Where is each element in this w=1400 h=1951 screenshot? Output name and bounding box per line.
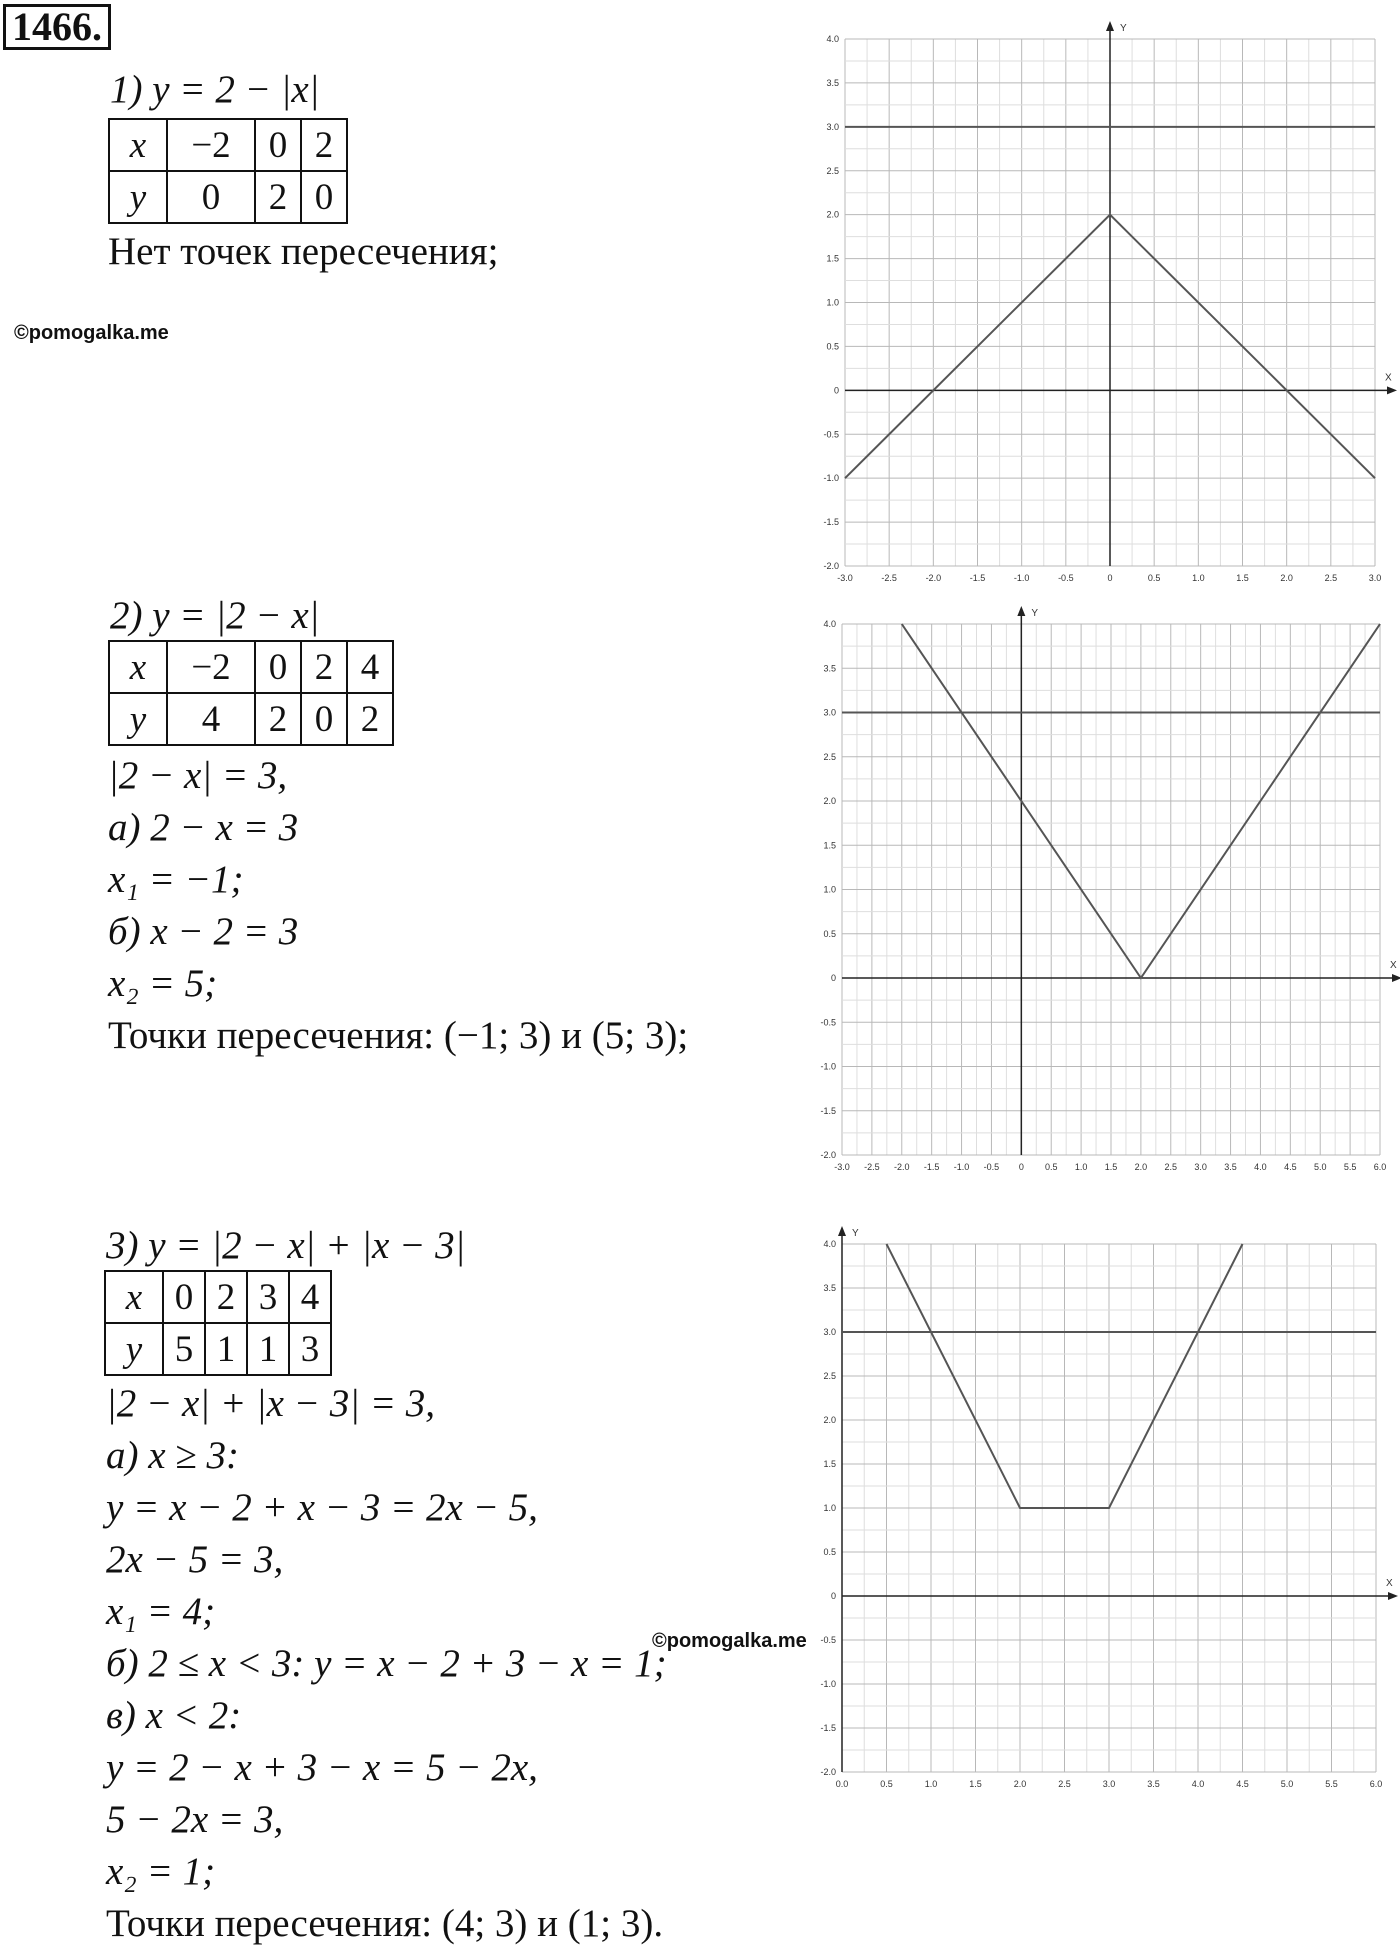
part3-line: б) 2 ≤ x < 3: y = x − 2 + 3 − x = 1; [106,1642,667,1685]
table-cell: 2 [205,1271,247,1323]
x-tick-label: 3.0 [1368,573,1382,583]
y-tick-label: 0 [830,1591,836,1601]
x-tick-label: 2.5 [1324,573,1338,583]
y-tick-label: 0 [833,385,839,396]
x-tick-label: 0 [1018,1162,1024,1172]
y-tick-label: 0.5 [823,928,836,939]
table-cell: 0 [255,119,301,171]
problem-number: 1466. [3,4,111,50]
y-tick-label: 1.5 [826,253,839,264]
y-axis-label: Y [852,1228,859,1239]
table-cell: 0 [167,171,255,223]
part2-value-table [108,640,394,746]
part1-heading: 1) y = 2 − |x| [110,68,320,111]
x-axis-label: X [1385,372,1392,384]
x-tick-label: 1.5 [969,1779,982,1789]
y-tick-label: 1.5 [823,840,836,851]
part3-line: |2 − x| + |x − 3| = 3, [106,1382,436,1425]
x-tick-label: 6.0 [1369,1779,1383,1789]
y-axis-arrow [1017,606,1025,616]
y-tick-label: 2.0 [823,796,836,806]
x-tick-label: -0.5 [983,1162,1000,1172]
x-tick-label: 1.5 [1104,1162,1118,1172]
table-cell: 5 [163,1323,205,1375]
part2-line: x₂ = 5; [108,962,218,1005]
part3-line: y = x − 2 + x − 3 = 2x − 5, [106,1486,538,1529]
x-tick-label: 1.0 [1192,573,1205,583]
graph-3 [800,1215,1400,1795]
table-cell: 1 [205,1323,247,1375]
graph-1 [800,10,1400,585]
table-cell: −2 [167,641,255,693]
watermark: ©pomogalka.me [652,1630,807,1652]
part2-line: б) x − 2 = 3 [108,910,299,953]
y-tick-label: 3.5 [826,77,839,88]
part3-line: y = 2 − x + 3 − x = 5 − 2x, [106,1746,538,1789]
part3-line: Точки пересечения: (4; 3) и (1; 3). [106,1902,664,1945]
y-tick-label: 2.5 [826,165,839,176]
y-tick-label: 1.0 [823,884,836,895]
table-cell: 0 [301,693,347,745]
y-tick-label: 2.5 [823,1371,836,1381]
part3-line: 2x − 5 = 3, [106,1538,284,1581]
y-tick-label: -1.0 [823,473,839,484]
y-tick-label: 0.5 [826,341,839,352]
table-cell: 2 [301,641,347,693]
y-tick-label: -1.0 [820,1061,836,1072]
table-header-x: x [105,1271,163,1323]
y-tick-label: 1.5 [823,1459,836,1469]
x-tick-label: 0.5 [880,1779,893,1789]
x-tick-label: 6.0 [1373,1162,1387,1172]
table-cell: 2 [255,171,301,223]
y-tick-label: -1.5 [820,1105,836,1116]
y-axis-arrow [1106,21,1114,31]
y-tick-label: 3.0 [823,707,836,718]
table-cell: 3 [247,1271,289,1323]
part3-line: x₂ = 1; [106,1850,216,1893]
x-tick-label: 1.0 [924,1779,938,1789]
table-header-x: x [109,119,167,171]
x-tick-label: 5.5 [1343,1162,1357,1172]
table-cell: 2 [347,693,393,745]
table-header-y: y [109,693,167,745]
y-tick-label: -1.5 [820,1723,836,1733]
y-tick-label: -0.5 [820,1635,836,1645]
x-axis-arrow [1392,974,1400,982]
x-tick-label: 5.0 [1313,1162,1327,1172]
table-cell: 4 [167,693,255,745]
x-tick-label: 1.0 [1074,1162,1088,1172]
x-tick-label: 3.0 [1194,1162,1207,1172]
x-tick-label: -2.5 [881,573,897,583]
part3-line: 5 − 2x = 3, [106,1798,284,1841]
x-tick-label: -0.5 [1058,573,1074,583]
x-tick-label: -1.0 [953,1162,970,1172]
x-tick-label: -1.5 [923,1162,940,1172]
table-cell: 0 [163,1271,205,1323]
watermark: ©pomogalka.me [14,322,169,344]
graph-2 [800,595,1400,1175]
y-tick-label: 4.0 [823,619,836,629]
x-tick-label: 2.0 [1013,1779,1027,1789]
x-tick-label: 3.5 [1224,1162,1237,1172]
part1-line: Нет точек пересечения; [108,230,499,273]
x-tick-label: 0.5 [1044,1162,1058,1172]
x-tick-label: 1.5 [1236,573,1249,583]
y-tick-label: 2.5 [823,751,836,762]
x-tick-label: -2.0 [925,573,942,583]
x-tick-label: -3.0 [837,573,853,583]
x-tick-label: 4.5 [1284,1162,1297,1172]
table-cell: 2 [255,693,301,745]
y-tick-label: -1.0 [820,1679,836,1689]
table-cell: 2 [301,119,347,171]
y-tick-label: 0 [830,973,836,983]
x-tick-label: 0 [1107,573,1113,583]
part3-line: в) x < 2: [106,1694,242,1737]
part1-value-table [108,118,348,224]
table-cell: 1 [247,1323,289,1375]
y-tick-label: -2.0 [823,561,839,571]
y-tick-label: 3.0 [823,1327,836,1337]
x-tick-label: 2.0 [1134,1162,1148,1172]
y-axis-label: Y [1120,23,1127,34]
x-tick-label: -3.0 [834,1162,850,1172]
x-tick-label: 2.5 [1058,1779,1071,1789]
y-tick-label: 3.0 [826,121,839,132]
y-tick-label: 3.5 [823,1283,836,1293]
x-tick-label: -2.5 [864,1162,880,1172]
x-tick-label: -2.0 [894,1162,910,1172]
x-tick-label: 4.0 [1254,1162,1267,1172]
y-axis-arrow [838,1226,846,1236]
table-cell: 4 [289,1271,331,1323]
table-header-y: y [109,171,167,223]
part2-line: Точки пересечения: (−1; 3) и (5; 3); [108,1014,689,1057]
x-tick-label: 3.0 [1102,1779,1116,1789]
table-header-x: x [109,641,167,693]
y-tick-label: 4.0 [823,1239,836,1249]
part3-line: а) x ≥ 3: [106,1434,239,1477]
part3-value-table [104,1270,332,1376]
x-axis-label: X [1390,960,1397,971]
part3-line: x₁ = 4; [106,1590,216,1633]
table-cell: −2 [167,119,255,171]
x-tick-label: 5.0 [1280,1779,1294,1789]
y-tick-label: 1.0 [823,1503,836,1513]
y-tick-label: 0.5 [823,1547,836,1557]
x-tick-label: 2.5 [1164,1162,1178,1172]
table-cell: 4 [347,641,393,693]
table-header-y: y [105,1323,163,1375]
x-tick-label: 5.5 [1325,1779,1338,1789]
y-tick-label: 2.0 [826,209,839,220]
part3-heading: 3) y = |2 − x| + |x − 3| [106,1224,466,1267]
x-tick-label: 4.0 [1191,1779,1205,1789]
y-tick-label: 1.0 [826,297,839,308]
x-tick-label: 0.0 [835,1779,849,1789]
x-axis-arrow [1387,386,1397,394]
y-tick-label: -0.5 [823,429,839,440]
table-cell: 0 [301,171,347,223]
part2-heading: 2) y = |2 − x| [110,594,320,637]
x-tick-label: 4.5 [1236,1779,1249,1789]
y-tick-label: -1.5 [823,517,839,528]
x-tick-label: 0.5 [1147,573,1161,583]
part2-line: |2 − x| = 3, [108,754,288,797]
x-tick-label: 3.5 [1147,1779,1160,1789]
y-tick-label: -2.0 [820,1767,836,1777]
y-tick-label: 2.0 [823,1415,836,1425]
x-tick-label: 2.0 [1280,573,1293,583]
y-tick-label: -2.0 [820,1150,836,1160]
table-cell: 3 [289,1323,331,1375]
y-tick-label: -0.5 [820,1017,836,1028]
table-cell: 0 [255,641,301,693]
x-tick-label: -1.0 [1013,573,1030,583]
x-tick-label: -1.5 [969,573,986,583]
y-tick-label: 4.0 [826,34,839,44]
part2-line: x₁ = −1; [108,858,244,901]
y-tick-label: 3.5 [823,663,836,674]
x-axis-label: X [1386,1578,1393,1589]
y-axis-label: Y [1031,608,1039,619]
part2-line: а) 2 − x = 3 [108,806,299,849]
x-axis-arrow [1388,1592,1398,1600]
